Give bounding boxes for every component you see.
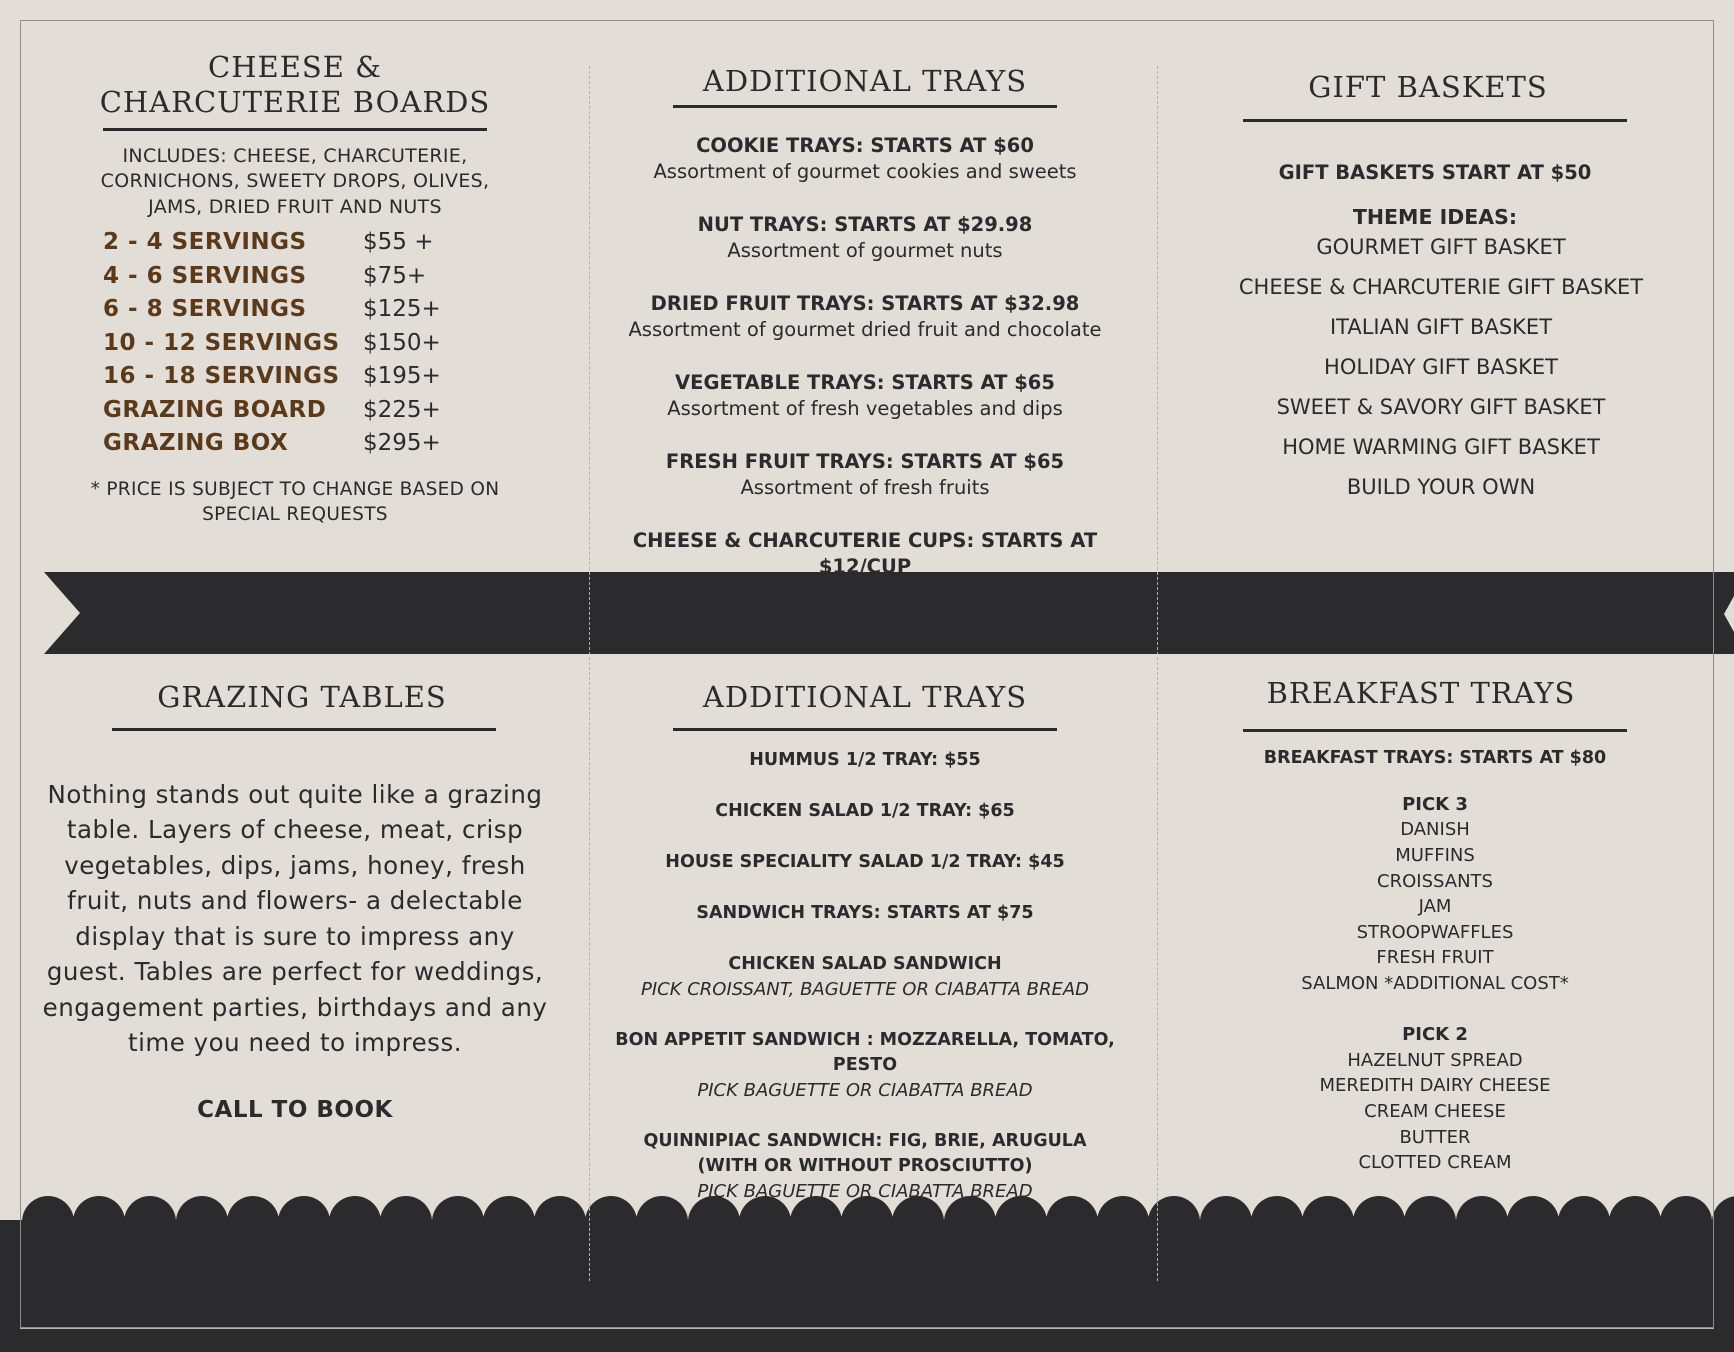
tray-item (590, 212, 1140, 264)
scallop-bump (432, 1196, 484, 1248)
pick2-option: HAZELNUT SPREAD (1347, 1049, 1523, 1071)
scallop-bump (176, 1196, 228, 1248)
breakfast-title: BREAKFAST TRAYS (1266, 676, 1576, 710)
theme-idea: HOLIDAY GIFT BASKET (1324, 354, 1558, 379)
tray-item-title: CHEESE & CHARCUTERIE CUPS: STARTS AT $12/CUP (632, 528, 1098, 578)
pick2-option: MEREDITH DAIRY CHEESE (1319, 1075, 1551, 1097)
cheese-title-line1: CHEESE & (208, 50, 382, 84)
scallop-bump (483, 1196, 535, 1248)
scallop-bump (1097, 1196, 1149, 1248)
scallop-bump (790, 1196, 842, 1248)
cheese-title-line2: CHARCUTERIE BOARDS (99, 84, 491, 119)
scallop-bump (278, 1196, 330, 1248)
scallop-bump (329, 1196, 381, 1248)
grazing-section (40, 680, 550, 1123)
serving-size: 4 - 6 SERVINGS (103, 262, 307, 289)
serving-size: 6 - 8 SERVINGS (103, 296, 307, 323)
tray-item-description: Assortment of gourmet nuts (727, 238, 1003, 262)
theme-idea: GOURMET GIFT BASKET (1316, 234, 1566, 259)
serving-row (103, 394, 520, 428)
serving-price: $195+ (363, 363, 441, 390)
serving-row (103, 327, 520, 361)
serving-row (103, 293, 520, 327)
pick2-list (1160, 1048, 1710, 1176)
chicken-salad-tray: CHICKEN SALAD 1/2 TRAY: $65 (715, 800, 1015, 821)
pick2-option: CREAM CHEESE (1364, 1100, 1506, 1122)
sandwich-trays: SANDWICH TRAYS: STARTS AT $75 (696, 902, 1034, 923)
chicken-sandwich-bread: PICK CROISSANT, BAGUETTE OR CIABATTA BREAD (640, 978, 1090, 1000)
trays-bottom-rule (673, 728, 1057, 731)
tray-item-description: Minimum 15 cups per order (730, 580, 1000, 604)
scallop-bump (739, 1196, 791, 1248)
serving-row (103, 226, 520, 260)
scallop-bump (1404, 1196, 1456, 1248)
theme-idea: ITALIAN GIFT BASKET (1329, 314, 1553, 339)
pick3-option: CROISSANTS (1377, 870, 1493, 892)
serving-price: $295+ (363, 430, 441, 457)
tray-item-title: COOKIE TRAYS: STARTS AT $60 (696, 133, 1034, 157)
scallop-bump (124, 1196, 176, 1248)
theme-idea: BUILD YOUR OWN (1346, 474, 1536, 499)
tray-item-title: DRIED FRUIT TRAYS: STARTS AT $32.98 (650, 291, 1080, 315)
pick2-option: CLOTTED CREAM (1358, 1152, 1512, 1174)
scallop-bump (1660, 1196, 1712, 1248)
trays-bottom-section (590, 680, 1140, 1204)
bon-appetit-sandwich: BON APPETIT SANDWICH : MOZZARELLA, TOMATO, PESTO (615, 1029, 1115, 1075)
serving-size: 2 - 4 SERVINGS (103, 229, 307, 256)
pick3-option: DANISH (1400, 819, 1470, 841)
serving-row (103, 360, 520, 394)
scallop-bump (892, 1196, 944, 1248)
serving-price: $75+ (363, 262, 427, 289)
tray-item-description: Assortment of gourmet dried fruit and chocolate (628, 317, 1102, 341)
scallop-bump (1200, 1196, 1252, 1248)
serving-size: 16 - 18 SERVINGS (103, 363, 340, 390)
pick3-option: STROOPWAFFLES (1356, 921, 1514, 943)
footer-border-line (20, 1327, 1714, 1329)
theme-idea: CHEESE & CHARCUTERIE GIFT BASKET (1238, 274, 1644, 299)
tray-item-title: FRESH FRUIT TRAYS: STARTS AT $65 (665, 449, 1065, 473)
cheese-section (70, 50, 520, 528)
tray-item-description: Assortment of fresh fruits (740, 475, 990, 499)
bon-appetit-bread: PICK BAGUETTE OR CIABATTA BREAD (697, 1079, 1033, 1101)
trays-top-list (590, 133, 1140, 606)
breakfast-section (1160, 676, 1710, 1176)
pick3-label: PICK 3 (1402, 793, 1468, 815)
scallop-bump (22, 1196, 74, 1248)
grazing-description: Nothing stands out quite like a grazing table. Layers of cheese, meat, crisp vegetables, dips, jams, honey, fresh fruit, nuts and flowers- a delectable display that is sure to impress any guest. Tables are perfect for weddings, engagement parties, birthdays and any time you need to impress. (42, 779, 548, 1058)
scallop-bump (995, 1196, 1047, 1248)
gift-title: GIFT BASKETS (1308, 70, 1548, 104)
trays-bottom-title: ADDITIONAL TRAYS (702, 680, 1028, 714)
gift-section (1160, 70, 1710, 507)
tray-item (590, 133, 1140, 185)
tray-item-title: VEGETABLE TRAYS: STARTS AT $65 (675, 370, 1055, 394)
tray-item-description: Assortment of fresh vegetables and dips (667, 396, 1063, 420)
serving-row (103, 427, 520, 461)
breakfast-title-rule (1243, 729, 1627, 732)
grazing-title: GRAZING TABLES (157, 680, 447, 714)
theme-list (1172, 227, 1710, 507)
scallop-bump (380, 1196, 432, 1248)
grazing-title-rule (112, 728, 496, 731)
serving-size: GRAZING BOX (103, 430, 289, 457)
serving-price: $55 + (363, 229, 434, 256)
chicken-salad-sandwich: CHICKEN SALAD SANDWICH (728, 953, 1002, 974)
house-salad-tray: HOUSE SPECIALITY SALAD 1/2 TRAY: $45 (665, 851, 1065, 872)
scallop-bump (1251, 1196, 1303, 1248)
quinnipiac-prosciutto: (WITH OR WITHOUT PROSCIUTTO) (697, 1155, 1033, 1176)
pick2-label: PICK 2 (1402, 1024, 1468, 1046)
serving-price: $125+ (363, 296, 441, 323)
cheese-title (70, 50, 520, 120)
scallop-bump (534, 1196, 586, 1248)
serving-size: 10 - 12 SERVINGS (103, 329, 340, 356)
serving-price: $225+ (363, 396, 441, 423)
pick3-list (1160, 817, 1710, 996)
pick3-option: SALMON *ADDITIONAL COST* (1301, 972, 1569, 994)
cheese-title-rule (103, 128, 487, 131)
pick3-option: MUFFINS (1395, 844, 1475, 866)
trays-top-section (590, 64, 1140, 633)
scallop-bump (1456, 1196, 1508, 1248)
pick3-option: JAM (1418, 896, 1452, 918)
gift-title-rule (1243, 119, 1627, 122)
serving-row (103, 260, 520, 294)
scallop-bump (1302, 1196, 1354, 1248)
tray-item (590, 449, 1140, 501)
scallop-bump (688, 1196, 740, 1248)
tray-item-description: Assortment of gourmet cookies and sweets (653, 159, 1077, 183)
tray-item (590, 528, 1140, 606)
scallop-bump (1507, 1196, 1559, 1248)
trays-top-rule (673, 105, 1057, 108)
scallop-bump (1558, 1196, 1610, 1248)
pick3-option: FRESH FRUIT (1376, 947, 1494, 969)
scallop-bump (1609, 1196, 1661, 1248)
price-note: * PRICE IS SUBJECT TO CHANGE BASED ON SPECIAL REQUESTS (90, 478, 500, 526)
scallop-bump (841, 1196, 893, 1248)
theme-idea: HOME WARMING GIFT BASKET (1282, 434, 1600, 459)
call-to-book: CALL TO BOOK (197, 1096, 393, 1123)
serving-size: GRAZING BOARD (103, 396, 327, 423)
trays-top-title: ADDITIONAL TRAYS (702, 64, 1028, 98)
tray-item (590, 370, 1140, 422)
theme-ideas-label: THEME IDEAS: (1352, 204, 1518, 229)
scallop-bump (73, 1196, 125, 1248)
theme-idea: SWEET & SAVORY GIFT BASKET (1276, 394, 1606, 419)
servings-list (103, 226, 520, 461)
cheese-includes: INCLUDES: CHEESE, CHARCUTERIE, CORNICHONS, SWEETY DROPS, OLIVES, JAMS, DRIED FRUIT AND NUTS (100, 144, 490, 218)
quinnipiac-bread: PICK BAGUETTE OR CIABATTA BREAD (697, 1180, 1033, 1202)
scallop-bump (1046, 1196, 1098, 1248)
scallop-bump (1353, 1196, 1405, 1248)
hummus-tray: HUMMUS 1/2 TRAY: $55 (749, 749, 981, 770)
scallop-bump (227, 1196, 279, 1248)
scallop-bump (585, 1196, 637, 1248)
pick2-option: BUTTER (1399, 1126, 1471, 1148)
column-divider-right (1157, 66, 1158, 1281)
tray-item-title: NUT TRAYS: STARTS AT $29.98 (697, 212, 1033, 236)
tray-item (590, 291, 1140, 343)
serving-price: $150+ (363, 329, 441, 356)
breakfast-start-price: BREAKFAST TRAYS: STARTS AT $80 (1263, 747, 1607, 768)
scallop-bump (636, 1196, 688, 1248)
quinnipiac-sandwich: QUINNIPIAC SANDWICH: FIG, BRIE, ARUGULA (643, 1130, 1087, 1151)
scallop-bump (944, 1196, 996, 1248)
gift-start-price: GIFT BASKETS START AT $50 (1278, 160, 1592, 184)
